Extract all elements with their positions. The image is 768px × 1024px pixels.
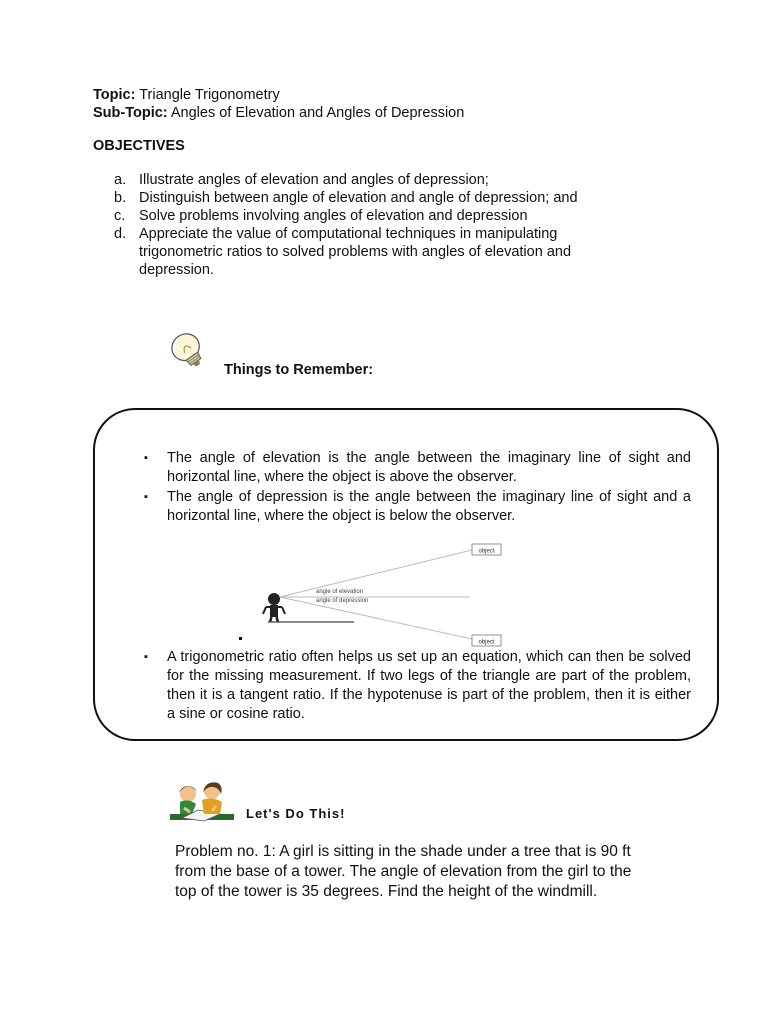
remember-bullet-trig-ratio: A trigonometric ratio often helps us set up an equation, which can then be solved for the missing measurement. If two legs of the triangle are part of the problem, then it is a tangent ratio. If the hypotenuse is part of the problem, then it is either a sine or cosine ratio. (167, 649, 691, 722)
subtopic-value: Angles of Elevation and Angles of Depression (170, 105, 465, 121)
topic-value: Triangle Trigonometry (139, 87, 280, 103)
angle-of-depression-label: angle of depression (316, 598, 369, 604)
objective-text: Appreciate the value of computational techniques in manipulating (139, 226, 558, 242)
objective-text: Illustrate angles of elevation and angles of depression; (139, 172, 489, 188)
problem-1-text: Problem no. 1: A girl is sitting in the shade under a tree that is 90 ft from the base of a tower. The angle of elevation from the girl to the top of the tower is 35 degrees. Find the height of the windmill. (175, 843, 632, 900)
remember-bullet-elevation: The angle of elevation is the angle between the imaginary line of sight and horizontal line, where the object is above the observer. (167, 450, 691, 485)
objective-text: trigonometric ratios to solved problems with angles of elevation and (139, 244, 572, 260)
angle-of-elevation-label: angle of elevation (316, 589, 364, 595)
line-of-sight-down (280, 597, 472, 639)
elevation-depression-diagram (236, 536, 512, 648)
line-of-sight-up (280, 550, 472, 597)
objective-text: depression. (139, 262, 214, 278)
object-label-bottom: object (478, 639, 495, 646)
bullet-marker: ▪ (144, 491, 148, 503)
bullet-marker: ▪ (144, 452, 148, 464)
bullet-marker: ▪ (144, 651, 148, 663)
topic-label: Topic: (93, 87, 136, 103)
lets-do-this-heading: Let's Do This! (246, 806, 346, 821)
lightbulb-icon (158, 330, 214, 376)
objective-text: Distinguish between angle of elevation and angle of depression; and (139, 190, 578, 206)
topic-line (93, 86, 280, 104)
objective-letter: a. (114, 172, 127, 188)
objectives-heading: OBJECTIVES (93, 138, 185, 154)
subtopic-line (93, 104, 464, 122)
subtopic-label: Sub-Topic: (93, 105, 168, 121)
objective-letter: d. (114, 226, 127, 242)
object-label-top: object (478, 548, 495, 555)
things-to-remember-heading: Things to Remember: (224, 362, 374, 378)
children-reading-icon (168, 778, 236, 822)
stray-dot (239, 637, 242, 640)
remember-bullet-depression: The angle of depression is the angle between the imaginary line of sight and a horizontal line, where the object is below the observer. (167, 489, 691, 524)
objective-text: Solve problems involving angles of elevation and depression (139, 208, 528, 224)
objective-letter: c. (114, 208, 126, 224)
objective-letter: b. (114, 190, 127, 206)
